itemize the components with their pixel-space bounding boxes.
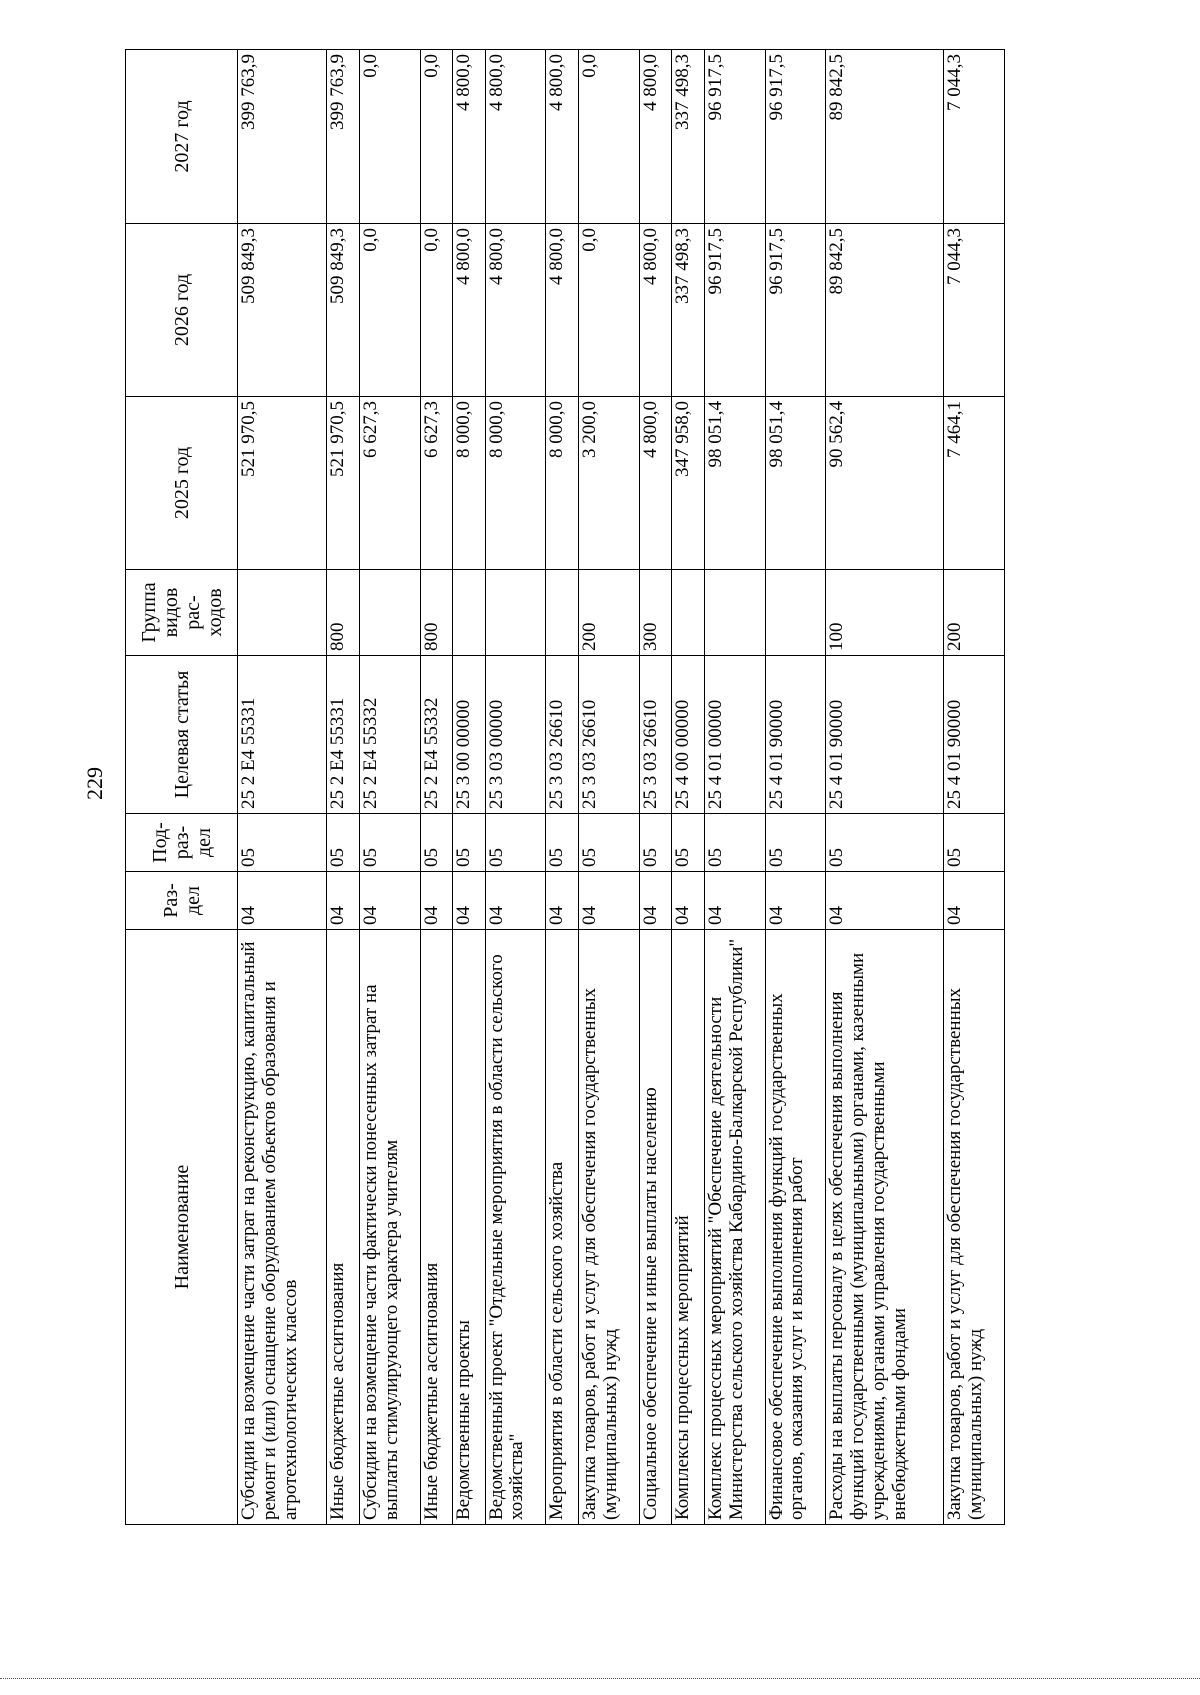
cell-year-2026: 89 842,5	[826, 224, 944, 397]
table-row	[672, 50, 704, 1525]
cell-name: Ведомственный проект "Отдельные мероприятия в области сельского хозяйства"	[485, 930, 546, 1525]
cell-year-2025: 90 562,4	[826, 397, 944, 570]
cell-year-2025: 3 200,0	[578, 397, 639, 570]
cell-name: Комплекс процессных мероприятий "Обеспечение деятельности Министерства сельского хозяйства Кабардино-Балкарской Республики"	[704, 930, 765, 1525]
cell-year-2026: 509 849,3	[238, 224, 327, 397]
table-row	[359, 50, 420, 1525]
header-subsection: Под-раз-дел	[126, 814, 238, 872]
cell-year-2025: 8 000,0	[546, 397, 578, 570]
cell-name: Субсидии на возмещение части затрат на реконструкцию, капитальный ремонт и (или) оснащение оборудованием объектов образования и агротехнологических классов	[238, 930, 327, 1525]
table-row	[704, 50, 765, 1525]
cell-section: 04	[704, 872, 765, 930]
cell-year-2027: 4 800,0	[453, 50, 485, 224]
cell-year-2027: 0,0	[578, 50, 639, 224]
cell-subsection: 05	[485, 814, 546, 872]
cell-subsection: 05	[826, 814, 944, 872]
table-row	[420, 50, 452, 1525]
budget-table-container	[125, 50, 1005, 1525]
budget-table	[125, 49, 1005, 1525]
cell-subsection: 05	[327, 814, 359, 872]
cell-name: Мероприятия в области сельского хозяйства	[546, 930, 578, 1525]
cell-year-2025: 521 970,5	[327, 397, 359, 570]
cell-year-2026: 0,0	[359, 224, 420, 397]
cell-year-2026: 7 044,3	[944, 224, 1005, 397]
table-row	[578, 50, 639, 1525]
cell-subsection: 05	[639, 814, 671, 872]
table-row	[453, 50, 485, 1525]
cell-subsection: 05	[765, 814, 826, 872]
cell-subsection: 05	[359, 814, 420, 872]
cell-expense-group	[672, 570, 704, 656]
cell-section: 04	[672, 872, 704, 930]
cell-expense-group: 200	[944, 570, 1005, 656]
cell-year-2026: 4 800,0	[453, 224, 485, 397]
cell-target-article: 25 3 03 26610	[546, 656, 578, 814]
header-target-article: Целевая статья	[126, 656, 238, 814]
header-section: Раз-дел	[126, 872, 238, 930]
cell-name: Финансовое обеспечение выполнения функций государственных органов, оказания услуг и выполнения работ	[765, 930, 826, 1525]
cell-target-article: 25 2 Е4 55331	[238, 656, 327, 814]
cell-target-article: 25 3 00 00000	[453, 656, 485, 814]
header-expense-group: Группа видов рас-ходов	[126, 570, 238, 656]
cell-section: 04	[327, 872, 359, 930]
cell-year-2025: 6 627,3	[359, 397, 420, 570]
cell-subsection: 05	[546, 814, 578, 872]
cell-section: 04	[944, 872, 1005, 930]
cell-name: Социальное обеспечение и иные выплаты населению	[639, 930, 671, 1525]
table-row	[639, 50, 671, 1525]
cell-name: Комплексы процессных мероприятий	[672, 930, 704, 1525]
cell-year-2027: 4 800,0	[546, 50, 578, 224]
cell-section: 04	[453, 872, 485, 930]
page-number: 229	[82, 767, 107, 800]
cell-year-2025: 7 464,1	[944, 397, 1005, 570]
cell-year-2026: 4 800,0	[639, 224, 671, 397]
cell-year-2026: 96 917,5	[765, 224, 826, 397]
cell-year-2027: 0,0	[420, 50, 452, 224]
cell-year-2026: 0,0	[420, 224, 452, 397]
cell-target-article: 25 2 Е4 55331	[327, 656, 359, 814]
table-row	[546, 50, 578, 1525]
cell-year-2026: 0,0	[578, 224, 639, 397]
cell-year-2027: 96 917,5	[765, 50, 826, 224]
cell-name: Субсидии на возмещение части фактически понесенных затрат на выплаты стимулирующего характера учителям	[359, 930, 420, 1525]
cell-section: 04	[826, 872, 944, 930]
cell-expense-group	[546, 570, 578, 656]
header-name: Наименование	[126, 930, 238, 1525]
cell-year-2026: 509 849,3	[327, 224, 359, 397]
table-row	[485, 50, 546, 1525]
cell-target-article: 25 3 03 26610	[578, 656, 639, 814]
cell-year-2027: 7 044,3	[944, 50, 1005, 224]
cell-year-2025: 4 800,0	[639, 397, 671, 570]
cell-name: Иные бюджетные ассигнования	[327, 930, 359, 1525]
cell-name: Расходы на выплаты персоналу в целях обеспечения выполнения функций государственными (муниципальными) органами, казенными учреждениями, органами управления государственными внебюджетными фондами	[826, 930, 944, 1525]
cell-year-2025: 8 000,0	[485, 397, 546, 570]
header-year-2026: 2026 год	[126, 224, 238, 397]
cell-name: Иные бюджетные ассигнования	[420, 930, 452, 1525]
header-year-2027: 2027 год	[126, 50, 238, 224]
cell-year-2025: 6 627,3	[420, 397, 452, 570]
table-row	[765, 50, 826, 1525]
cell-target-article: 25 3 03 26610	[639, 656, 671, 814]
cell-section: 04	[639, 872, 671, 930]
cell-section: 04	[359, 872, 420, 930]
cell-year-2026: 4 800,0	[485, 224, 546, 397]
cell-year-2027: 337 498,3	[672, 50, 704, 224]
cell-section: 04	[546, 872, 578, 930]
cell-expense-group: 800	[420, 570, 452, 656]
cell-subsection: 05	[672, 814, 704, 872]
header-year-2025: 2025 год	[126, 397, 238, 570]
cell-subsection: 05	[238, 814, 327, 872]
cell-expense-group: 200	[578, 570, 639, 656]
cell-subsection: 05	[578, 814, 639, 872]
cell-year-2027: 96 917,5	[704, 50, 765, 224]
cell-year-2027: 399 763,9	[327, 50, 359, 224]
cell-year-2025: 98 051,4	[765, 397, 826, 570]
bottom-rule	[0, 1678, 1200, 1679]
cell-year-2025: 98 051,4	[704, 397, 765, 570]
cell-target-article: 25 2 Е4 55332	[420, 656, 452, 814]
cell-expense-group	[485, 570, 546, 656]
table-row	[826, 50, 944, 1525]
cell-section: 04	[485, 872, 546, 930]
cell-section: 04	[765, 872, 826, 930]
table-row	[327, 50, 359, 1525]
cell-name: Закупка товаров, работ и услуг для обеспечения государственных (муниципальных) нужд	[578, 930, 639, 1525]
cell-target-article: 25 4 01 90000	[944, 656, 1005, 814]
cell-year-2026: 337 498,3	[672, 224, 704, 397]
cell-year-2025: 347 958,0	[672, 397, 704, 570]
cell-year-2027: 399 763,9	[238, 50, 327, 224]
cell-year-2026: 96 917,5	[704, 224, 765, 397]
cell-target-article: 25 4 01 90000	[826, 656, 944, 814]
cell-year-2027: 89 842,5	[826, 50, 944, 224]
cell-section: 04	[238, 872, 327, 930]
cell-year-2025: 521 970,5	[238, 397, 327, 570]
cell-section: 04	[420, 872, 452, 930]
cell-target-article: 25 2 Е4 55332	[359, 656, 420, 814]
cell-year-2027: 0,0	[359, 50, 420, 224]
table-row	[238, 50, 327, 1525]
cell-subsection: 05	[944, 814, 1005, 872]
cell-expense-group	[238, 570, 327, 656]
cell-target-article: 25 4 01 00000	[704, 656, 765, 814]
cell-year-2025: 8 000,0	[453, 397, 485, 570]
cell-expense-group	[765, 570, 826, 656]
table-header-row	[126, 50, 238, 1525]
cell-target-article: 25 3 03 00000	[485, 656, 546, 814]
cell-expense-group	[453, 570, 485, 656]
cell-subsection: 05	[704, 814, 765, 872]
cell-target-article: 25 4 01 90000	[765, 656, 826, 814]
cell-year-2027: 4 800,0	[485, 50, 546, 224]
cell-year-2026: 4 800,0	[546, 224, 578, 397]
cell-subsection: 05	[420, 814, 452, 872]
cell-expense-group: 800	[327, 570, 359, 656]
cell-name: Закупка товаров, работ и услуг для обеспечения государственных (муниципальных) нужд	[944, 930, 1005, 1525]
cell-expense-group	[359, 570, 420, 656]
table-row	[944, 50, 1005, 1525]
cell-target-article: 25 4 00 00000	[672, 656, 704, 814]
cell-subsection: 05	[453, 814, 485, 872]
cell-expense-group: 100	[826, 570, 944, 656]
cell-expense-group	[704, 570, 765, 656]
cell-section: 04	[578, 872, 639, 930]
cell-name: Ведомственные проекты	[453, 930, 485, 1525]
cell-expense-group: 300	[639, 570, 671, 656]
cell-year-2027: 4 800,0	[639, 50, 671, 224]
